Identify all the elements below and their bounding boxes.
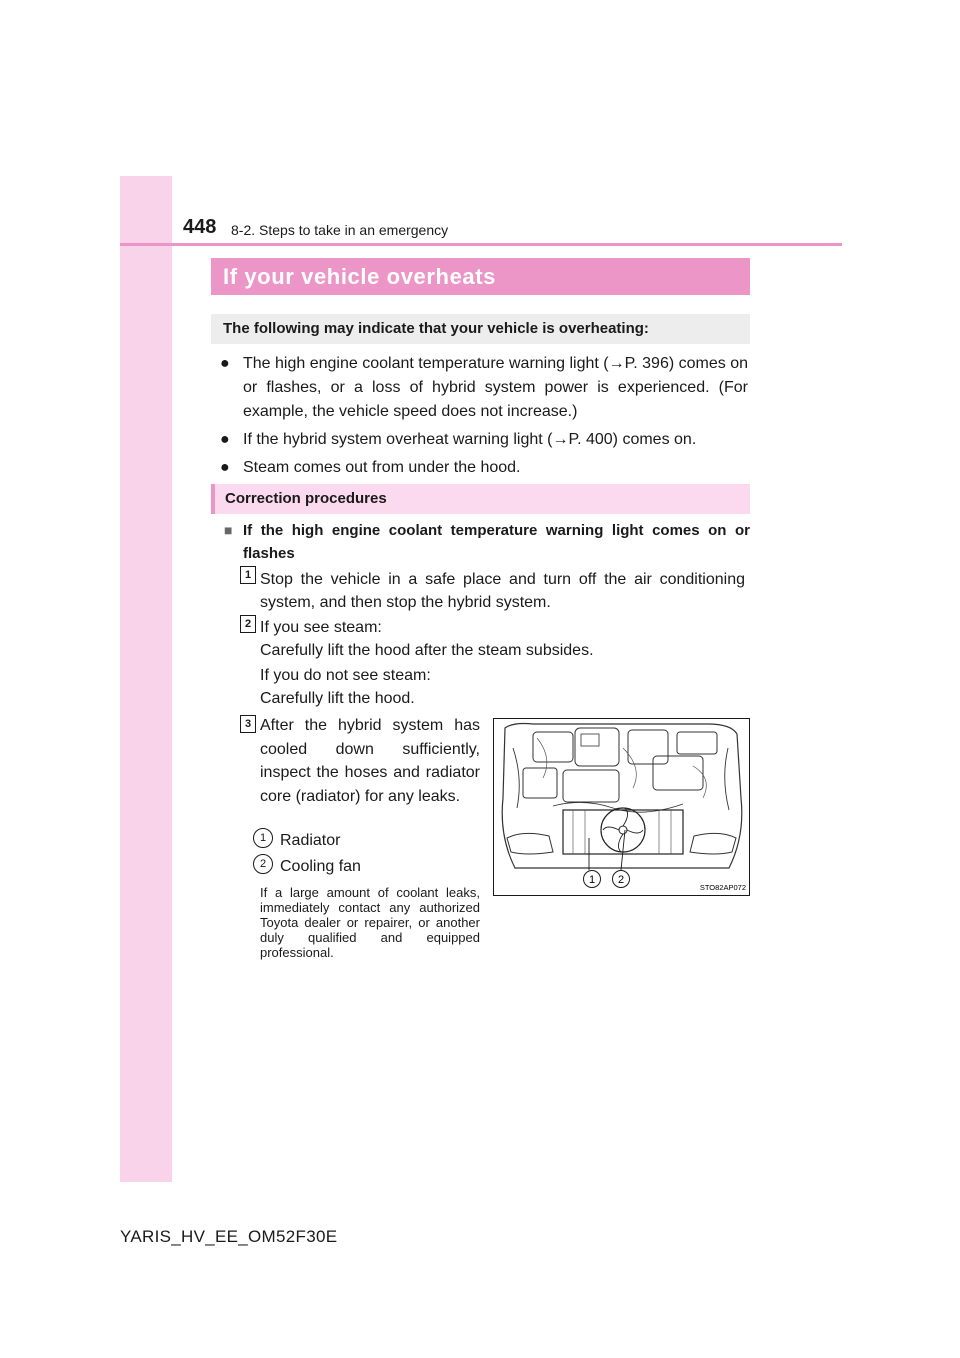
legend-label-radiator: Radiator: [280, 832, 341, 849]
step-1-text: Stop the vehicle in a safe place and turn off the air conditioning system, and then stop the hybrid system.: [260, 571, 745, 611]
step-2-nosteam-action: Carefully lift the hood.: [260, 690, 415, 707]
subheading: [224, 519, 750, 565]
page-number: 448: [183, 216, 217, 238]
list-item-text: Steam comes out from under the hood.: [243, 459, 521, 476]
step-2-steam-label: If you see steam:: [260, 619, 382, 636]
sidebar-tab: [120, 176, 172, 1182]
subheading-text: If the high engine coolant temperature warning light comes on or flashes: [243, 522, 750, 562]
callout-1-label: 1: [588, 874, 596, 886]
step-2-steam-action: Carefully lift the hood after the steam subsides.: [260, 642, 594, 659]
bullet-icon: ●: [220, 431, 230, 448]
section-title: 8-2. Steps to take in an emergency: [231, 222, 449, 238]
page-title: If your vehicle overheats: [211, 258, 750, 295]
square-bullet-icon: ■: [224, 522, 233, 538]
step-3-text: After the hybrid system has cooled down sufficiently, inspect the hoses and radiator core (radiator) for any leaks.: [260, 717, 480, 805]
legend-marker-2: 2: [253, 854, 273, 874]
legend-label-cooling-fan: Cooling fan: [280, 858, 361, 875]
engine-bay-illustration: [493, 718, 750, 896]
header-rule: [120, 243, 842, 246]
list-item: [220, 428, 748, 452]
bullet-icon: ●: [220, 355, 230, 372]
callout-2-label: 2: [617, 874, 625, 886]
step-number-3: 3: [240, 715, 256, 733]
list-item: [220, 352, 748, 424]
caution-note: If a large amount of coolant leaks, immediately contact any authorized Toyota dealer or repairer, or another duly qualified and equipped professional.: [260, 885, 480, 960]
step-number-2: 2: [240, 615, 256, 633]
legend-marker-1: 1: [253, 828, 273, 848]
list-item-text: The high engine coolant temperature warning light (→P. 396) comes on or flashes, or a loss of hybrid system power is experienced. (For example, the vehicle speed does not increase.): [243, 355, 748, 420]
indication-heading: The following may indicate that your vehicle is overheating:: [211, 314, 750, 344]
step-number-1: 1: [240, 566, 256, 584]
list-item-text: If the hybrid system overheat warning light (→P. 400) comes on.: [243, 431, 697, 448]
illustration-code: STO82AP072: [699, 883, 746, 892]
bullet-icon: ●: [220, 459, 230, 476]
document-footer-code: YARIS_HV_EE_OM52F30E: [120, 1227, 338, 1246]
indication-list: [220, 352, 748, 484]
correction-heading: Correction procedures: [211, 484, 750, 514]
step-2-nosteam-label: If you do not see steam:: [260, 667, 431, 684]
list-item: [220, 456, 748, 480]
